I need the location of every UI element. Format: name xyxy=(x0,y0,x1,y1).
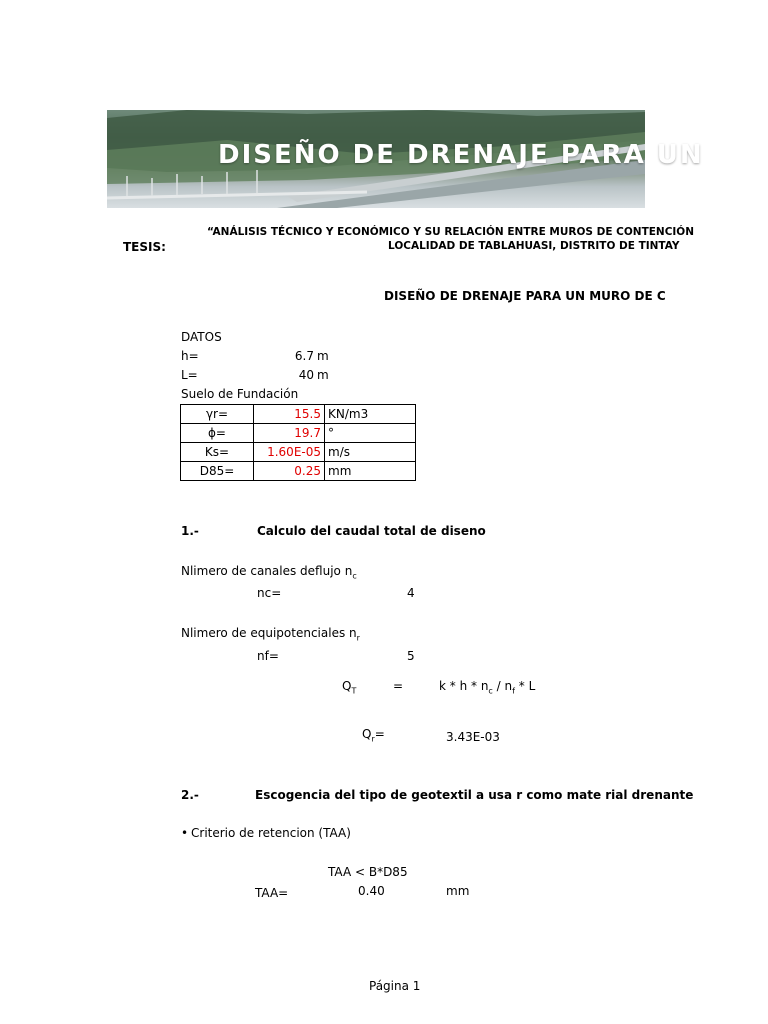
soil-heading: Suelo de Fundación xyxy=(181,387,299,401)
step2-number: 2.- xyxy=(181,788,199,802)
h-label: h= xyxy=(181,349,199,363)
formula-rhs: k * h * $n_c / n_f$ * L xyxy=(439,679,536,696)
table-row xyxy=(181,443,416,462)
nc-value: 4 xyxy=(407,586,415,600)
formula-equals: = xyxy=(393,679,404,693)
taa-label: TAA= xyxy=(255,886,289,900)
soil-unit: m/s xyxy=(325,443,416,462)
datos-heading: DATOS xyxy=(181,330,222,344)
soil-value: 15.5 xyxy=(254,405,325,424)
banner-title: DISEÑO DE DRENAJE PARA UN xyxy=(218,140,704,170)
table-row xyxy=(181,424,416,443)
h-unit: m xyxy=(317,349,329,363)
nc-heading: Nlimero de canales deflujo $n_c$ xyxy=(181,564,357,581)
soil-label: γr= xyxy=(181,405,254,424)
page-number: Página 1 xyxy=(369,979,421,993)
bullet-icon: • xyxy=(181,826,189,840)
soil-unit: ° xyxy=(325,424,416,443)
thesis-line-2: LOCALIDAD DE TABLAHUASI, DISTRITO DE TINTAY xyxy=(388,240,680,252)
soil-value: 0.25 xyxy=(254,462,325,481)
soil-table xyxy=(180,404,416,481)
thesis-line-1: “ANÁLISIS TÉCNICO Y ECONÓMICO Y SU RELACIÓN ENTRE MUROS DE CONTENCIÓN xyxy=(207,226,695,238)
soil-unit: KN/m3 xyxy=(325,405,416,424)
qt-value: 3.43E-03 xyxy=(446,730,500,744)
criterion-text: Criterio de retencion (TAA) xyxy=(191,826,351,840)
soil-value: 19.7 xyxy=(254,424,325,443)
section-title: DISEÑO DE DRENAJE PARA UN MURO DE C xyxy=(384,289,666,303)
nc-label: nc= xyxy=(257,586,282,600)
step2-title: Escogencia del tipo de geotextil a usa r como mate rial drenante xyxy=(255,788,694,802)
l-label: L= xyxy=(181,368,198,382)
nf-value: 5 xyxy=(407,649,415,663)
nf-heading: Nlimero de equipotenciales $n_r$ xyxy=(181,626,360,643)
step1-number: 1.- xyxy=(181,524,199,538)
taa-inequality: TAA < B*D85 xyxy=(328,865,408,879)
nf-label: nf= xyxy=(257,649,279,663)
l-value: 40 xyxy=(298,368,314,382)
soil-unit: mm xyxy=(325,462,416,481)
h-value: 6.7 xyxy=(294,349,314,363)
thesis-label: TESIS: xyxy=(123,240,166,254)
table-row xyxy=(181,405,416,424)
header-banner xyxy=(107,110,704,208)
soil-label: ϕ= xyxy=(181,424,254,443)
table-row xyxy=(181,462,416,481)
formula-lhs: $Q_T$ xyxy=(342,679,357,696)
step1-title: Calculo del caudal total de diseno xyxy=(257,524,486,538)
soil-value: 1.60E-05 xyxy=(254,443,325,462)
soil-label: Ks= xyxy=(181,443,254,462)
taa-value: 0.40 xyxy=(358,884,385,898)
qt-label: $Q_r=$ xyxy=(362,727,385,744)
l-unit: m xyxy=(317,368,329,382)
taa-unit: mm xyxy=(446,884,470,898)
soil-label: D85= xyxy=(181,462,254,481)
